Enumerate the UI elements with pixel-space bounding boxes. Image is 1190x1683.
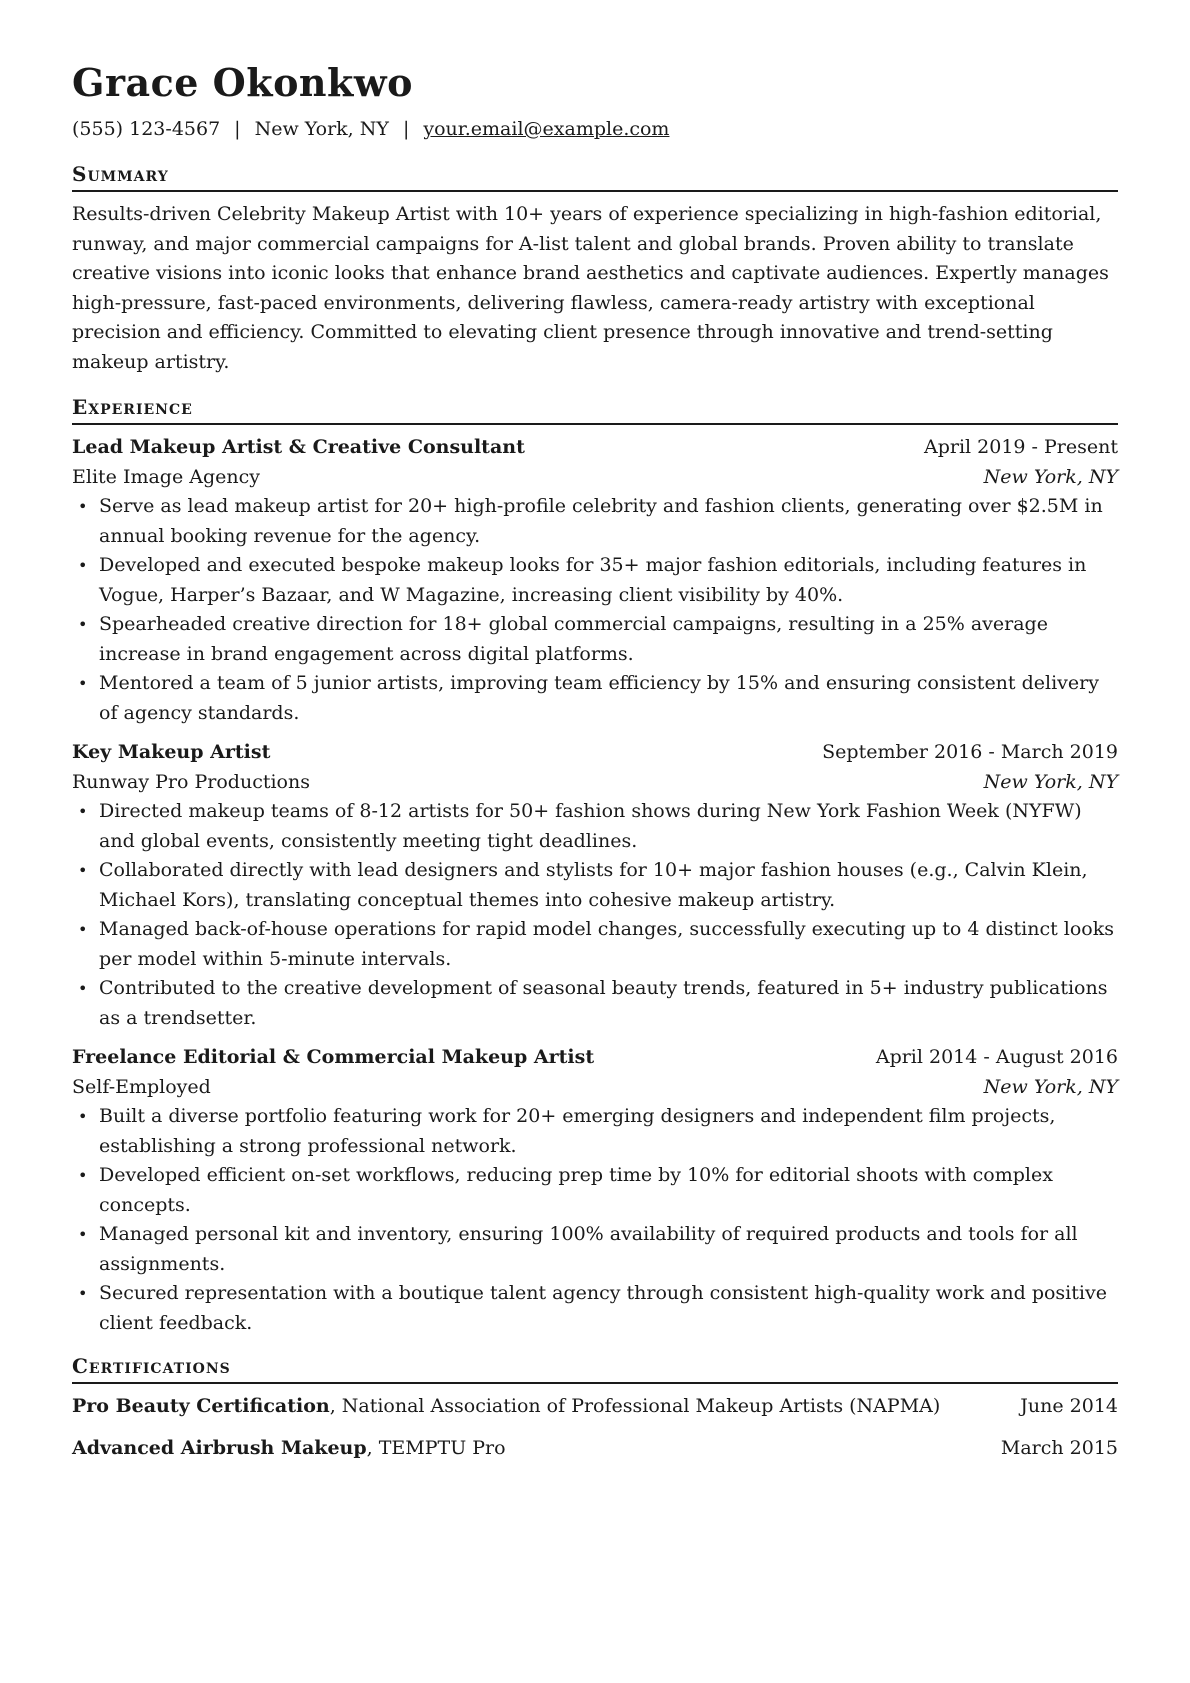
job-company-row (72, 463, 1118, 493)
job-header-row (72, 738, 1118, 768)
contact-separator: | (402, 118, 410, 140)
job-entry (72, 738, 1118, 1033)
bullet-text: Contributed to the creative development of seasonal beauty trends, featured in 5+ industry publications as a trendsetter. (99, 977, 1108, 1029)
location-text: New York, NY (254, 118, 389, 140)
certifications-list (72, 1392, 1118, 1463)
job-entry (72, 1043, 1118, 1338)
email-link[interactable]: your.email@example.com (423, 118, 670, 140)
bullet-item (72, 1102, 1118, 1161)
bullet-item (72, 915, 1118, 974)
bullet-text: Mentored a team of 5 junior artists, improving team efficiency by 15% and ensuring consistent delivery of agency standards. (99, 672, 1099, 724)
bullet-text: Developed efficient on-set workflows, reducing prep time by 10% for editorial shoots with complex concepts. (99, 1164, 1053, 1216)
bullet-text: Managed personal kit and inventory, ensuring 100% availability of required products and tools for all assignments. (99, 1223, 1078, 1275)
bullet-icon: • (78, 1166, 88, 1185)
contact-line (72, 116, 1118, 142)
job-title: Freelance Editorial & Commercial Makeup Artist (72, 1046, 595, 1068)
job-header-row (72, 1043, 1118, 1073)
bullet-item (72, 974, 1118, 1033)
bullet-icon: • (78, 1225, 88, 1244)
job-company: Elite Image Agency (72, 465, 260, 488)
bullet-text: Directed makeup teams of 8-12 artists for 50+ fashion shows during New York Fashion Week (NYFW) and global events, consistently meeting tight deadlines. (99, 800, 1082, 852)
bullet-icon: • (78, 920, 88, 939)
bullet-icon: • (78, 802, 88, 821)
job-bullets (72, 1102, 1118, 1338)
summary-text: Results-driven Celebrity Makeup Artist with 10+ years of experience specializing in high-fashion editorial, runway, and major commercial campaigns for A-list talent and global brands. Proven ability to translate creative visions into iconic looks that enhance brand aesthetics and captivate audiences. Expertly manages high-pressure, fast-paced environments, delivering flawless, camera-ready artistry with exceptional precision and efficiency. Committed to elevating client presence through innovative and trend-setting makeup artistry. (72, 203, 1109, 373)
job-title: Key Makeup Artist (72, 741, 271, 763)
job-location: New York, NY (983, 770, 1118, 793)
bullet-icon: • (78, 1107, 88, 1126)
certification-date: June 2014 (1020, 1395, 1118, 1417)
bullet-text: Built a diverse portfolio featuring work for 20+ emerging designers and independent film projects, establishing a strong professional network. (99, 1105, 1056, 1157)
certification-date: March 2015 (1000, 1436, 1118, 1459)
job-dates: April 2014 - August 2016 (875, 1046, 1118, 1068)
bullet-icon: • (78, 861, 88, 880)
experience-list (72, 433, 1118, 1338)
job-bullets (72, 492, 1118, 728)
candidate-name: Grace Okonkwo (72, 60, 413, 105)
bullet-text: Secured representation with a boutique talent agency through consistent high-quality work and positive client feedback. (99, 1282, 1107, 1334)
certification-info (72, 1434, 506, 1464)
bullet-text: Spearheaded creative direction for 18+ global commercial campaigns, resulting in a 25% average increase in brand engagement across digital platforms. (99, 613, 1048, 665)
job-title: Lead Makeup Artist & Creative Consultant (72, 436, 525, 458)
bullet-text: Serve as lead makeup artist for 20+ high-profile celebrity and fashion clients, generating over $2.5M in annual booking revenue for the agency. (99, 495, 1103, 547)
bullet-text: Developed and executed bespoke makeup looks for 35+ major fashion editorials, including features in Vogue, Harper’s Bazaar, and W Magazine, increasing client visibility by 40%. (99, 554, 1087, 606)
certification-name: Pro Beauty Certification (72, 1395, 330, 1417)
bullet-item (72, 669, 1118, 728)
bullet-icon: • (78, 615, 88, 634)
job-company: Self-Employed (72, 1075, 211, 1098)
certification-issuer: , TEMPTU Pro (366, 1436, 506, 1459)
certification-name: Advanced Airbrush Makeup (72, 1436, 367, 1459)
job-bullets (72, 797, 1118, 1033)
certification-info (72, 1392, 940, 1422)
experience-heading: Experience (72, 395, 1118, 425)
bullet-item (72, 856, 1118, 915)
job-company-row (72, 768, 1118, 798)
job-dates: April 2019 - Present (924, 436, 1118, 458)
bullet-item (72, 1279, 1118, 1338)
bullet-item (72, 1161, 1118, 1220)
phone-number: (555) 123-4567 (72, 118, 221, 140)
job-company: Runway Pro Productions (72, 770, 310, 793)
job-location: New York, NY (983, 465, 1118, 488)
bullet-item (72, 492, 1118, 551)
contact-separator: | (234, 118, 241, 140)
certifications-heading: Certifications (72, 1354, 1118, 1384)
resume-page (72, 60, 1118, 1475)
bullet-item (72, 551, 1118, 610)
job-company-row (72, 1073, 1118, 1103)
certification-issuer: , National Association of Professional Makeup Artists (NAPMA) (329, 1395, 941, 1417)
bullet-icon: • (78, 497, 88, 516)
bullet-item (72, 1220, 1118, 1279)
bullet-item (72, 797, 1118, 856)
job-dates: September 2016 - March 2019 (822, 741, 1118, 763)
bullet-icon: • (78, 979, 88, 998)
bullet-icon: • (78, 674, 88, 693)
summary-heading: Summary (72, 162, 1118, 192)
bullet-icon: • (78, 556, 88, 575)
bullet-text: Collaborated directly with lead designers and stylists for 10+ major fashion houses (e.g., Calvin Klein, Michael Kors), translating conceptual themes into cohesive makeup artistry. (99, 859, 1088, 911)
bullet-item (72, 610, 1118, 669)
job-entry (72, 433, 1118, 728)
certification-item (72, 1434, 1118, 1464)
job-location: New York, NY (983, 1075, 1118, 1098)
job-header-row (72, 433, 1118, 463)
bullet-icon: • (78, 1284, 88, 1303)
bullet-text: Managed back-of-house operations for rapid model changes, successfully executing up to 4 distinct looks per model within 5-minute intervals. (99, 918, 1114, 970)
certification-item (72, 1392, 1118, 1422)
